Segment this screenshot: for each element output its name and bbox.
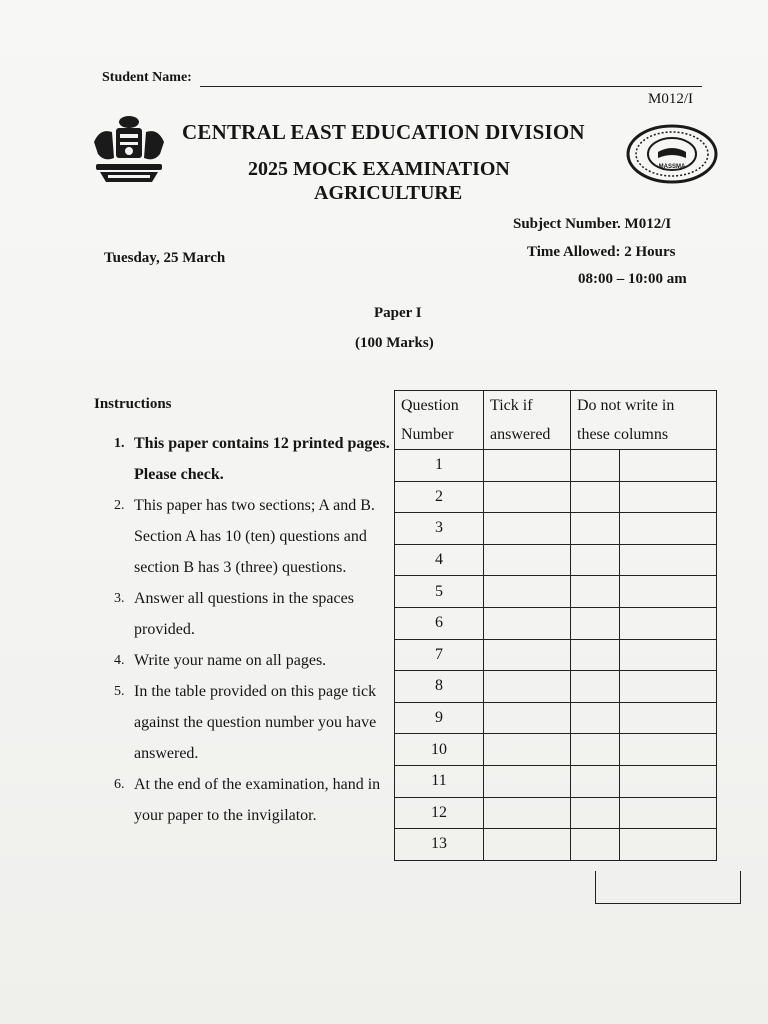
table-row <box>395 829 717 861</box>
instructions-list <box>100 428 390 831</box>
table-row <box>395 671 717 703</box>
instruction-item: 5. In the table provided on this page tick against the question number you have answered. <box>114 683 377 762</box>
examiner-cell <box>620 829 717 861</box>
question-number-cell: 9 <box>395 702 484 734</box>
examiner-cell <box>620 765 717 797</box>
question-number-cell: 1 <box>395 450 484 482</box>
table-row <box>395 765 717 797</box>
tick-cell[interactable] <box>484 607 571 639</box>
examiner-cell <box>620 576 717 608</box>
table-row <box>395 639 717 671</box>
massma-seal-logo <box>626 124 718 184</box>
table-row <box>395 702 717 734</box>
instructions-title: Instructions <box>94 396 172 412</box>
tick-cell[interactable] <box>484 450 571 482</box>
subject-number: Subject Number. M012/I <box>513 216 672 232</box>
seal-text: MASSMA <box>658 164 686 170</box>
question-number-cell: 5 <box>395 576 484 608</box>
examiner-cell <box>571 734 620 766</box>
total-marks-cell <box>595 871 741 904</box>
answer-tracking-table <box>394 390 717 861</box>
examiner-cell <box>571 702 620 734</box>
examiner-cell <box>571 607 620 639</box>
tick-cell[interactable] <box>484 576 571 608</box>
subject-title: AGRICULTURE <box>314 182 463 204</box>
marks-label: (100 Marks) <box>355 335 434 351</box>
examiner-cell <box>571 450 620 482</box>
table-row <box>395 576 717 608</box>
table-row <box>395 513 717 545</box>
student-name-label: Student Name: <box>102 70 192 85</box>
header-question-number: Question Number <box>395 391 484 450</box>
instruction-item: 1. This paper contains 12 printed pages. Please check. <box>114 435 390 483</box>
student-name-line <box>200 86 702 87</box>
time-range: 08:00 – 10:00 am <box>578 271 687 287</box>
question-number-cell: 2 <box>395 481 484 513</box>
table-row <box>395 797 717 829</box>
examiner-cell <box>571 765 620 797</box>
division-title: CENTRAL EAST EDUCATION DIVISION <box>182 120 585 144</box>
tick-cell[interactable] <box>484 481 571 513</box>
tick-cell[interactable] <box>484 765 571 797</box>
examiner-cell <box>620 671 717 703</box>
table-row <box>395 450 717 482</box>
tick-cell[interactable] <box>484 513 571 545</box>
time-allowed: Time Allowed: 2 Hours <box>527 244 676 260</box>
table-header-row <box>395 391 717 450</box>
tick-cell[interactable] <box>484 734 571 766</box>
paper-code: M012/I <box>648 91 693 107</box>
exam-title: 2025 MOCK EXAMINATION <box>248 158 510 180</box>
exam-date: Tuesday, 25 March <box>104 250 226 266</box>
tick-cell[interactable] <box>484 797 571 829</box>
examiner-cell <box>620 639 717 671</box>
examiner-cell <box>571 829 620 861</box>
question-number-cell: 3 <box>395 513 484 545</box>
question-number-cell: 8 <box>395 671 484 703</box>
examiner-cell <box>571 671 620 703</box>
examiner-cell <box>571 481 620 513</box>
tick-cell[interactable] <box>484 671 571 703</box>
examiner-cell <box>620 513 717 545</box>
question-number-cell: 6 <box>395 607 484 639</box>
examiner-cell <box>620 797 717 829</box>
examiner-cell <box>620 702 717 734</box>
examiner-cell <box>620 450 717 482</box>
examiner-cell <box>571 544 620 576</box>
question-number-cell: 12 <box>395 797 484 829</box>
examiner-cell <box>571 639 620 671</box>
examiner-cell <box>620 544 717 576</box>
instruction-item: 2. This paper has two sections; A and B. Section A has 10 (ten) questions and section B has 3 (three) questions. <box>114 497 375 576</box>
question-number-cell: 10 <box>395 734 484 766</box>
tick-cell[interactable] <box>484 829 571 861</box>
question-number-cell: 13 <box>395 829 484 861</box>
header-do-not-write: Do not write in these columns <box>571 391 717 450</box>
tick-cell[interactable] <box>484 639 571 671</box>
tick-cell[interactable] <box>484 544 571 576</box>
header-tick-if-answered: Tick if answered <box>484 391 571 450</box>
table-row <box>395 544 717 576</box>
examiner-cell <box>620 734 717 766</box>
examiner-cell <box>620 481 717 513</box>
tick-cell[interactable] <box>484 702 571 734</box>
table-row <box>395 481 717 513</box>
table-row <box>395 734 717 766</box>
question-number-cell: 4 <box>395 544 484 576</box>
coat-of-arms-logo <box>86 112 172 188</box>
examiner-cell <box>571 576 620 608</box>
table-row <box>395 607 717 639</box>
examiner-cell <box>571 513 620 545</box>
question-number-cell: 11 <box>395 765 484 797</box>
instruction-item: 4. Write your name on all pages. <box>114 652 327 669</box>
question-number-cell: 7 <box>395 639 484 671</box>
examiner-cell <box>620 607 717 639</box>
instruction-item: 6. At the end of the examination, hand in your paper to the invigilator. <box>114 776 381 824</box>
examiner-cell <box>571 797 620 829</box>
instruction-item: 3. Answer all questions in the spaces provided. <box>114 590 354 638</box>
paper-label: Paper I <box>374 305 422 321</box>
